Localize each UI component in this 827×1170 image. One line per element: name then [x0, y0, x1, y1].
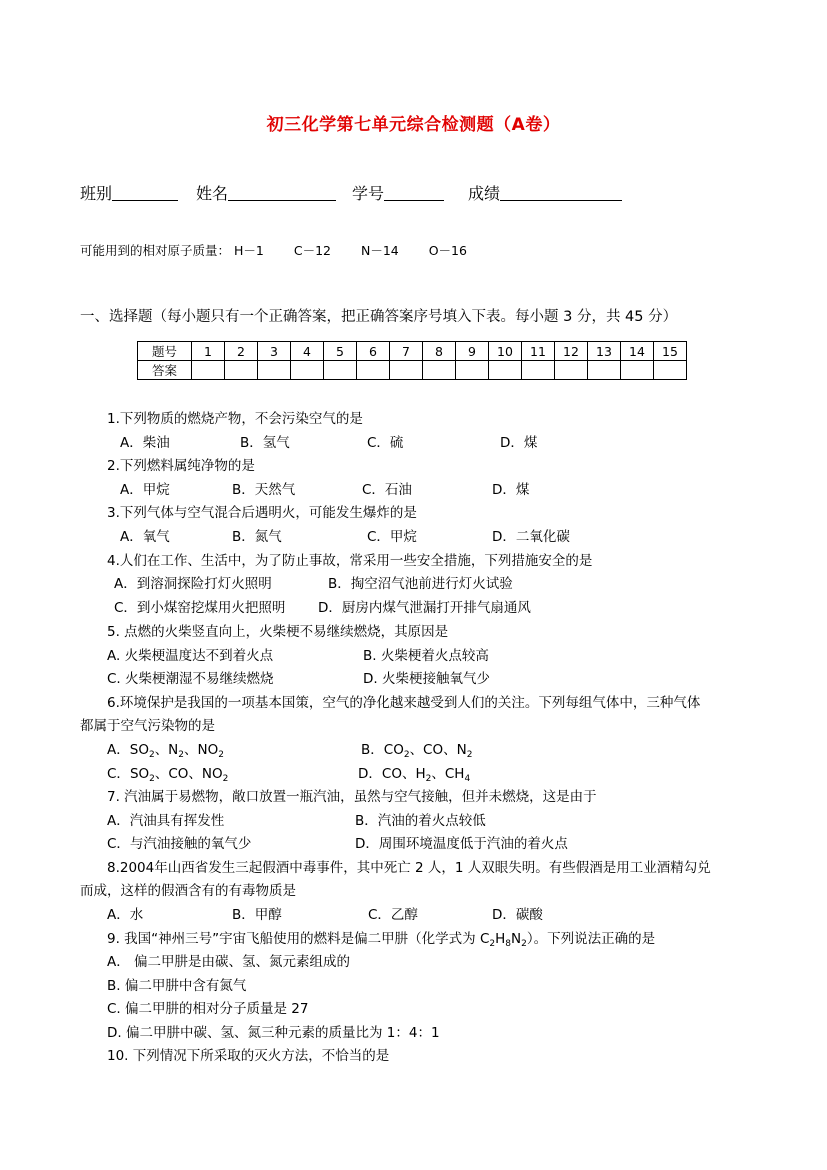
question-number: 11: [522, 342, 555, 361]
atomic-mass-o: O－16: [428, 243, 467, 258]
answer-cell[interactable]: [489, 361, 522, 380]
question-9-stem-suffix: ）。下列说法正确的是: [526, 931, 656, 947]
question-9-option-d: D. 偏二甲肼中碳、氢、氮三种元素的质量比为 1：4：1: [107, 1025, 440, 1041]
question-6-option-b-label: B．: [361, 742, 384, 758]
class-blank[interactable]: [112, 184, 178, 201]
question-number: 7: [390, 342, 423, 361]
student-id-label: 学号: [352, 184, 385, 203]
question-1-stem: 1.下列物质的燃烧产物，不会污染空气的是: [107, 411, 363, 427]
question-number: 10: [489, 342, 522, 361]
question-2-option-a: A．甲烷: [120, 482, 170, 498]
name-blank[interactable]: [228, 184, 336, 201]
question-2-option-d: D．煤: [492, 482, 530, 498]
question-6-stem-line2: 都属于空气污染物的是: [80, 718, 215, 734]
question-4-option-c: C．到小煤窑挖煤用火把照明: [114, 600, 286, 616]
score-blank[interactable]: [500, 184, 622, 201]
question-7-option-a: A．汽油具有挥发性: [107, 813, 225, 829]
section-heading: 一、选择题（每小题只有一个正确答案，把正确答案序号填入下表。每小题 3 分，共 45 分）: [80, 309, 678, 325]
class-field: [80, 181, 178, 204]
question-6-stem-line1: 6.环境保护是我国的一项基本国策，空气的净化越来越受到人们的关注。下列每组气体中，三种气体: [107, 695, 701, 711]
question-number: 13: [588, 342, 621, 361]
answer-cell[interactable]: [357, 361, 390, 380]
question-5-option-c: C. 火柴梗潮湿不易继续燃烧: [107, 671, 274, 687]
atomic-mass-label: 可能用到的相对原子质量：: [80, 243, 231, 258]
question-number: 5: [324, 342, 357, 361]
question-5-option-a: A. 火柴梗温度达不到着火点: [107, 648, 274, 664]
question-10-stem: 10. 下列情况下所采取的灭火方法，不恰当的是: [107, 1048, 390, 1064]
answer-table-number-row: [138, 342, 687, 361]
question-6-option-b: B．$CO_2$、CO、$N_2$: [361, 742, 473, 760]
answer-cell[interactable]: [192, 361, 225, 380]
question-number: 15: [654, 342, 687, 361]
question-9-option-b: B. 偏二甲肼中含有氮气: [107, 978, 247, 994]
answer-cell[interactable]: [390, 361, 423, 380]
answer-cell[interactable]: [654, 361, 687, 380]
question-9-option-a: A． 偏二甲肼是由碳、氢、氮元素组成的: [107, 954, 351, 970]
question-number: 8: [423, 342, 456, 361]
question-7-option-d: D．周围环境温度低于汽油的着火点: [355, 836, 568, 852]
page-title: 初三化学第七单元综合检测题（A卷）: [266, 115, 561, 135]
question-6-option-d-label: D．: [358, 766, 382, 782]
question-7-option-b: B．汽油的着火点较低: [355, 813, 486, 829]
question-8-option-c: C．乙醇: [368, 907, 418, 923]
question-1-option-a: A．柴油: [120, 435, 170, 451]
question-2-option-b: B．天然气: [232, 482, 296, 498]
question-2-option-c: C．石油: [362, 482, 412, 498]
answer-table: [137, 341, 687, 380]
question-6-option-c: C．$SO_2$、CO、$NO_2$: [107, 766, 229, 784]
answer-cell[interactable]: [588, 361, 621, 380]
question-9-stem-prefix: 9. 我国“神州三号”宇宙飞船使用的燃料是偏二甲肼（化学式为: [107, 931, 480, 947]
question-4-option-b: B．掏空沼气池前进行灯火试验: [328, 576, 513, 592]
student-id-blank[interactable]: [384, 184, 444, 201]
question-number: 2: [225, 342, 258, 361]
atomic-mass-c: C－12: [293, 243, 331, 258]
answer-cell[interactable]: [522, 361, 555, 380]
question-8-option-b: B．甲醇: [232, 907, 282, 923]
question-8-stem-line1: 8.2004年山西省发生三起假酒中毒事件，其中死亡 2 人，1 人双眼失明。有些假酒是用工业酒精勾兑: [107, 860, 711, 876]
question-3-option-c: C．甲烷: [367, 529, 417, 545]
question-2-stem: 2.下列燃料属纯净物的是: [107, 458, 255, 474]
answer-cell[interactable]: [291, 361, 324, 380]
question-8-option-a: A．水: [107, 907, 144, 923]
answer-cell[interactable]: [258, 361, 291, 380]
question-5-option-d: D. 火柴梗接触氧气少: [363, 671, 490, 687]
answer-cell[interactable]: [621, 361, 654, 380]
question-5-stem: 5. 点燃的火柴竖直向上，火柴梗不易继续燃烧，其原因是: [107, 624, 449, 640]
question-6-option-c-label: C．: [107, 766, 130, 782]
question-1-option-c: C．硫: [367, 435, 404, 451]
question-number: 14: [621, 342, 654, 361]
question-number: 1: [192, 342, 225, 361]
answer-cell[interactable]: [555, 361, 588, 380]
atomic-mass-h: H－1: [234, 243, 264, 258]
question-9-option-c: C. 偏二甲肼的相对分子质量是 27: [107, 1001, 309, 1017]
answer-cell[interactable]: [456, 361, 489, 380]
name-label: 姓名: [196, 184, 229, 203]
atomic-mass-n: N－14: [360, 243, 399, 258]
number-row-label: 题号: [138, 342, 192, 361]
question-6-option-a: A．$SO_2$、$N_2$、$NO_2$: [107, 742, 224, 760]
score-label: 成绩: [468, 184, 501, 203]
question-4-stem: 4.人们在工作、生活中，为了防止事故，常采用一些安全措施，下列措施安全的是: [107, 553, 593, 569]
question-3-option-d: D．二氧化碳: [492, 529, 570, 545]
question-7-option-c: C．与汽油接触的氧气少: [107, 836, 252, 852]
answer-cell[interactable]: [324, 361, 357, 380]
score-field: [468, 181, 622, 204]
question-4-option-d: D．厨房内煤气泄漏打开排气扇通风: [318, 600, 531, 616]
question-number: 9: [456, 342, 489, 361]
answer-row-label: 答案: [138, 361, 192, 380]
question-8-stem-line2: 而成，这样的假酒含有的有毒物质是: [80, 883, 296, 899]
question-6-option-d: D．CO、$H_2$、$CH_4$: [358, 766, 471, 784]
question-3-stem: 3.下列气体与空气混合后遇明火，可能发生爆炸的是: [107, 505, 417, 521]
question-number: 3: [258, 342, 291, 361]
atomic-mass-line: [80, 241, 467, 259]
question-5-option-b: B. 火柴梗着火点较高: [363, 648, 489, 664]
question-number: 4: [291, 342, 324, 361]
question-3-option-b: B．氮气: [232, 529, 282, 545]
name-field: [196, 181, 336, 204]
answer-cell[interactable]: [423, 361, 456, 380]
question-1-option-d: D．煤: [500, 435, 538, 451]
question-7-stem: 7. 汽油属于易燃物，敞口放置一瓶汽油，虽然与空气接触，但并未燃烧，这是由于: [107, 789, 597, 805]
question-9-stem: 9. 我国“神州三号”宇宙飞船使用的燃料是偏二甲肼（化学式为 $C_2H_8N_2$）。下列说法正确的是: [107, 931, 656, 949]
class-label: 班别: [80, 184, 113, 203]
question-8-option-d: D．碳酸: [492, 907, 543, 923]
question-6-option-a-label: A．: [107, 742, 130, 758]
answer-table-answer-row: [138, 361, 687, 380]
question-3-option-a: A．氧气: [120, 529, 170, 545]
answer-cell[interactable]: [225, 361, 258, 380]
student-id-field: [352, 181, 444, 204]
question-4-option-a: A．到溶洞探险打灯火照明: [114, 576, 272, 592]
question-1-option-b: B．氢气: [240, 435, 290, 451]
question-number: 12: [555, 342, 588, 361]
question-number: 6: [357, 342, 390, 361]
